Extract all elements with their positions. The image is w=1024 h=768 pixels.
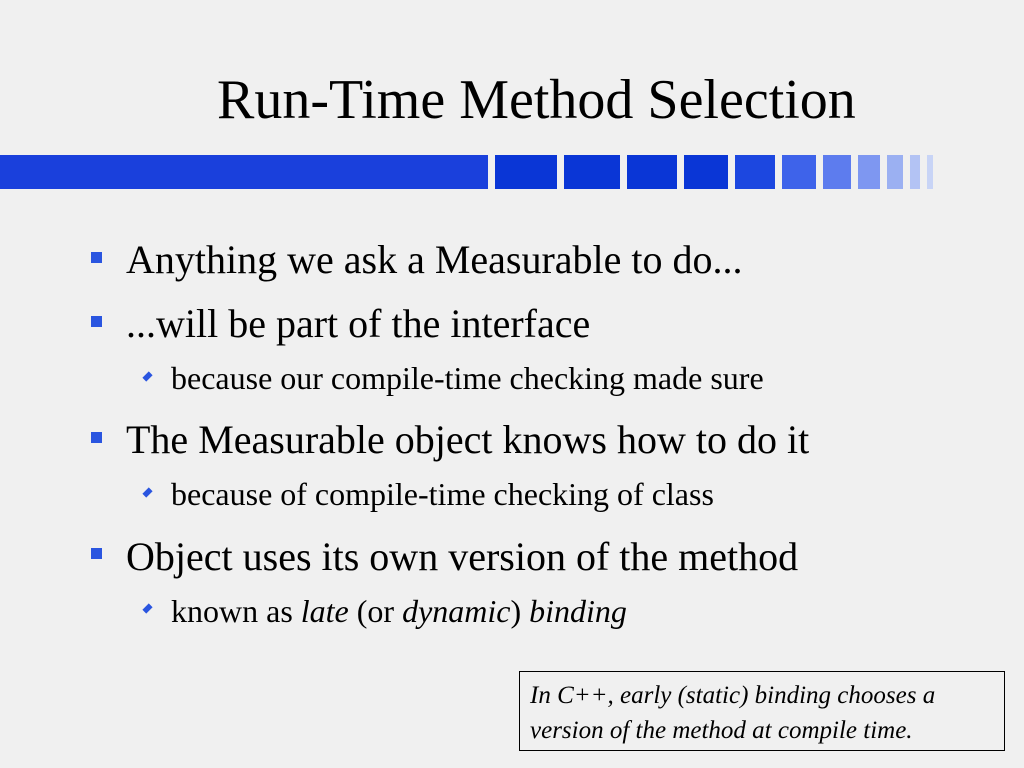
slide-title: Run-Time Method Selection [217, 69, 856, 131]
square-bullet-icon [91, 548, 102, 559]
bullet-item: The Measurable object knows how to do it [126, 417, 810, 462]
text-run-italic: dynamic [402, 593, 511, 629]
sub-bullet-item: because our compile-time checking made sure [171, 360, 764, 396]
text-run: ) [510, 593, 530, 629]
square-bullet-icon [91, 252, 102, 263]
square-bullet-icon [91, 432, 102, 443]
bullet-item: Anything we ask a Measurable to do... [126, 237, 743, 282]
text-run: (or [348, 593, 403, 629]
footnote-line: In C++, early (static) binding chooses a [530, 682, 936, 709]
bullet-item: ...will be part of the interface [126, 301, 591, 346]
text-run-italic: late [300, 593, 349, 629]
text-run: known as [171, 593, 301, 629]
diamond-bullet-icon [142, 603, 152, 613]
square-bullet-icon [91, 316, 102, 327]
sub-bullet-item [171, 595, 627, 627]
sub-bullet-item: because of compile-time checking of class [171, 476, 714, 512]
text-run-italic: binding [529, 593, 627, 629]
diamond-bullet-icon [142, 371, 152, 381]
bullet-item: Object uses its own version of the method [126, 534, 799, 579]
diamond-bullet-icon [142, 487, 152, 497]
footnote-line: version of the method at compile time. [530, 717, 913, 744]
footnote-box [519, 671, 1005, 751]
